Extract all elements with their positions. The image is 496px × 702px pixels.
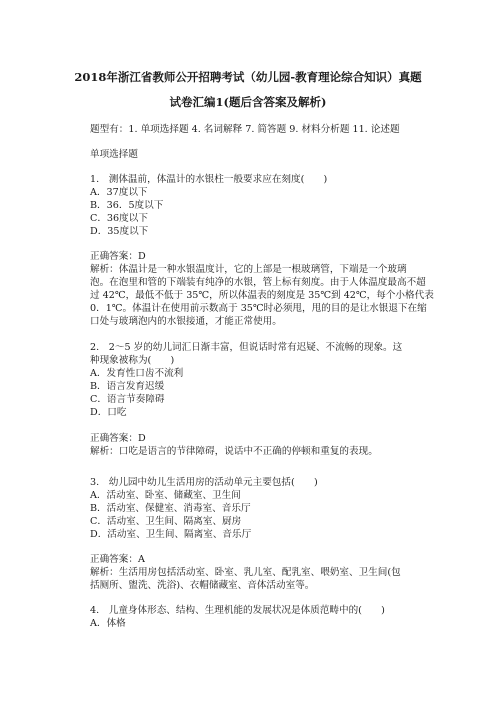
question-2-stem: 2. 2～5 岁的幼儿词汇日渐丰富，但说话时常有迟疑、不流畅的现象。这 [90, 342, 403, 353]
question-1-analysis-line: 0．1℃。体温计在使用前示数高于 35℃时必须甩，甩的目的是让水银退下在缩 [90, 303, 427, 314]
question-3-option-c: C．活动室、卫生间、隔离室、厨房 [90, 516, 242, 527]
section-heading: 单项选择题 [90, 149, 138, 160]
question-3-option-a: A．活动室、卧室、储藏室、卫生间 [90, 490, 241, 501]
question-3-analysis-line: 解析：生活用房包括活动室、卧室、乳儿室、配乳室、喂奶室、卫生间(包 [90, 567, 401, 578]
question-1-analysis-line: 过 42℃，最低不低于 35℃，所以体温表的刻度是 35℃到 42℃，每个小格代表 [90, 290, 434, 301]
question-1-option-d: D．35度以下 [90, 226, 149, 237]
question-2-stem: 种现象被称为( ) [90, 355, 175, 366]
question-2-option-b: B．语言发育迟缓 [90, 381, 165, 392]
document-title: 2018年浙江省教师公开招聘考试（幼儿园-教育理论综合知识）真题 [74, 70, 422, 84]
question-3-option-b: B．活动室、保健室、消毒室、音乐厅 [90, 503, 251, 514]
question-1-analysis-line: 泡。在泡里和管的下端装有纯净的水银，管上标有刻度。由于人体温度最高不超 [90, 277, 426, 288]
question-2-answer: 正确答案：D [90, 433, 146, 444]
question-2-option-d: D．口吃 [90, 407, 127, 418]
document-subtitle: 试卷汇编1(题后含答案及解析) [169, 95, 327, 109]
question-3-option-d: D．活动室、卫生间、隔离室、音乐厅 [90, 529, 252, 540]
question-1-analysis-line: 解析：体温计是一种水银温度计，它的上部是一根玻璃管，下端是一个玻璃 [90, 264, 407, 275]
question-3-stem: 3. 幼儿园中幼儿生活用房的活动单元主要包括( ) [90, 477, 318, 488]
question-1-answer: 正确答案：D [90, 251, 146, 262]
question-1-stem: 1. 测体温前，体温计的水银柱一般要求应在刻度( ) [90, 174, 328, 185]
question-1-option-a: A．37度以下 [90, 187, 148, 198]
question-4-stem: 4. 儿童身体形态、结构、生理机能的发展状况是体质范畴中的( ) [90, 605, 385, 616]
question-2-analysis-line: 解析：口吃是语言的节律障碍，说话中不正确的停顿和重复的表现。 [90, 446, 378, 457]
question-1-option-c: C．36度以下 [90, 213, 148, 224]
question-3-answer: 正确答案：A [90, 554, 145, 565]
question-2-option-a: A．发育性口齿不流利 [90, 368, 184, 379]
question-2-option-c: C．语言节奏障碍 [90, 394, 165, 405]
question-1-option-b: B．36．5度以下 [90, 200, 164, 211]
question-3-analysis-line: 括厕所、盥洗、洗浴)、衣帽储藏室、音体活动室等。 [90, 580, 315, 591]
question-types: 题型有：1. 单项选择题 4. 名词解释 7. 简答题 9. 材料分析题 11. 论述题 [90, 124, 400, 135]
question-4-option-a: A．体格 [90, 618, 126, 629]
question-1-analysis-line: 口处与玻璃泡内的水银接通，才能正常使用。 [90, 316, 282, 327]
